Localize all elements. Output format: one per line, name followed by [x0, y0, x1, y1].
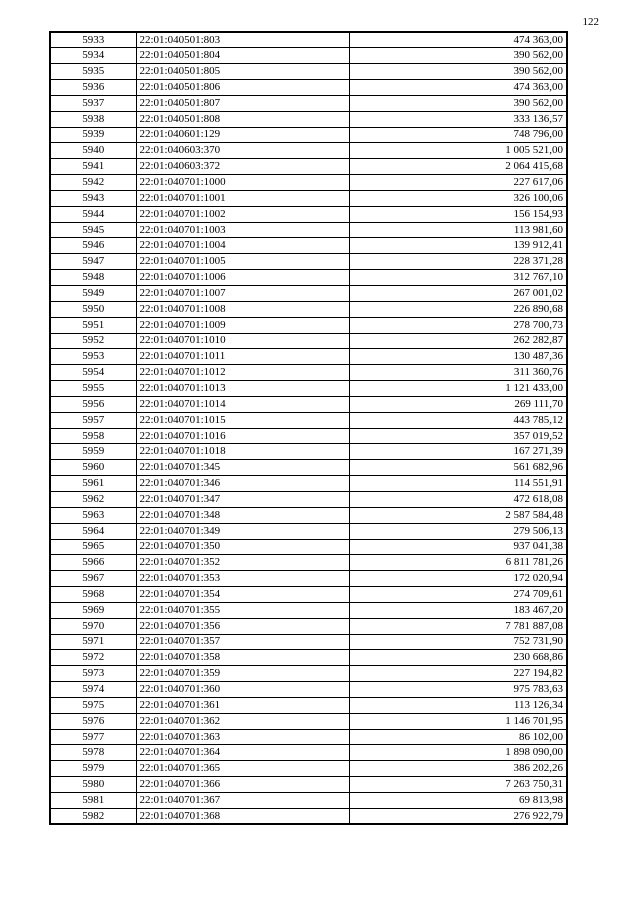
cadastral-number-cell: 22:01:040701:357 — [136, 634, 349, 650]
cadastral-value-cell: 276 922,79 — [349, 808, 567, 824]
row-number-cell: 5952 — [50, 333, 136, 349]
row-number-cell: 5975 — [50, 697, 136, 713]
row-number-cell: 5968 — [50, 587, 136, 603]
cadastral-number-cell: 22:01:040701:349 — [136, 523, 349, 539]
row-number-cell: 5955 — [50, 381, 136, 397]
table-row — [50, 539, 567, 555]
row-number-cell: 5967 — [50, 571, 136, 587]
table-row — [50, 571, 567, 587]
row-number-cell: 5947 — [50, 254, 136, 270]
row-number-cell: 5965 — [50, 539, 136, 555]
row-number-cell: 5948 — [50, 270, 136, 286]
row-number-cell: 5940 — [50, 143, 136, 159]
table-row — [50, 64, 567, 80]
table-row — [50, 713, 567, 729]
cadastral-value-cell: 474 363,00 — [349, 32, 567, 48]
row-number-cell: 5977 — [50, 729, 136, 745]
cadastral-number-cell: 22:01:040701:346 — [136, 476, 349, 492]
table-row — [50, 634, 567, 650]
cadastral-number-cell: 22:01:040701:1007 — [136, 286, 349, 302]
cadastral-value-cell: 139 912,41 — [349, 238, 567, 254]
row-number-cell: 5943 — [50, 190, 136, 206]
row-number-cell: 5973 — [50, 666, 136, 682]
row-number-cell: 5954 — [50, 365, 136, 381]
cadastral-value-cell: 7 781 887,08 — [349, 618, 567, 634]
cadastral-value-cell: 114 551,91 — [349, 476, 567, 492]
row-number-cell: 5950 — [50, 301, 136, 317]
row-number-cell: 5934 — [50, 48, 136, 64]
table-row — [50, 222, 567, 238]
cadastral-number-cell: 22:01:040701:1018 — [136, 444, 349, 460]
cadastral-number-cell: 22:01:040701:1010 — [136, 333, 349, 349]
row-number-cell: 5960 — [50, 460, 136, 476]
cadastral-number-cell: 22:01:040701:1016 — [136, 428, 349, 444]
table-row — [50, 111, 567, 127]
cadastral-number-cell: 22:01:040501:807 — [136, 95, 349, 111]
cadastral-number-cell: 22:01:040701:356 — [136, 618, 349, 634]
cadastral-value-cell: 312 767,10 — [349, 270, 567, 286]
cadastral-number-cell: 22:01:040701:1013 — [136, 381, 349, 397]
cadastral-value-cell: 333 136,57 — [349, 111, 567, 127]
row-number-cell: 5966 — [50, 555, 136, 571]
table-row — [50, 317, 567, 333]
table-row — [50, 602, 567, 618]
cadastral-number-cell: 22:01:040701:365 — [136, 761, 349, 777]
table-row — [50, 650, 567, 666]
cadastral-number-cell: 22:01:040701:347 — [136, 491, 349, 507]
table-row — [50, 80, 567, 96]
table-row — [50, 761, 567, 777]
cadastral-value-table — [49, 31, 568, 825]
cadastral-number-cell: 22:01:040701:1009 — [136, 317, 349, 333]
row-number-cell: 5936 — [50, 80, 136, 96]
table-row — [50, 523, 567, 539]
table-row — [50, 428, 567, 444]
cadastral-value-cell: 279 506,13 — [349, 523, 567, 539]
table-row — [50, 682, 567, 698]
row-number-cell: 5976 — [50, 713, 136, 729]
cadastral-value-cell: 269 111,70 — [349, 396, 567, 412]
cadastral-value-cell: 443 785,12 — [349, 412, 567, 428]
cadastral-value-cell: 748 796,00 — [349, 127, 567, 143]
row-number-cell: 5982 — [50, 808, 136, 824]
cadastral-number-cell: 22:01:040701:1004 — [136, 238, 349, 254]
row-number-cell: 5933 — [50, 32, 136, 48]
cadastral-number-cell: 22:01:040701:354 — [136, 587, 349, 603]
row-number-cell: 5949 — [50, 286, 136, 302]
cadastral-number-cell: 22:01:040701:362 — [136, 713, 349, 729]
cadastral-number-cell: 22:01:040701:345 — [136, 460, 349, 476]
cadastral-number-cell: 22:01:040701:366 — [136, 777, 349, 793]
cadastral-number-cell: 22:01:040701:361 — [136, 697, 349, 713]
cadastral-number-cell: 22:01:040701:1000 — [136, 175, 349, 191]
cadastral-number-cell: 22:01:040701:1014 — [136, 396, 349, 412]
cadastral-number-cell: 22:01:040701:1002 — [136, 206, 349, 222]
cadastral-value-cell: 311 360,76 — [349, 365, 567, 381]
cadastral-value-cell: 113 981,60 — [349, 222, 567, 238]
cadastral-value-cell: 975 783,63 — [349, 682, 567, 698]
cadastral-value-cell: 1 898 090,00 — [349, 745, 567, 761]
cadastral-value-cell: 937 041,38 — [349, 539, 567, 555]
cadastral-value-cell: 183 467,20 — [349, 602, 567, 618]
cadastral-number-cell: 22:01:040701:353 — [136, 571, 349, 587]
table-row — [50, 95, 567, 111]
row-number-cell: 5956 — [50, 396, 136, 412]
row-number-cell: 5959 — [50, 444, 136, 460]
cadastral-value-cell: 113 126,34 — [349, 697, 567, 713]
cadastral-value-cell: 230 668,86 — [349, 650, 567, 666]
cadastral-number-cell: 22:01:040603:372 — [136, 159, 349, 175]
cadastral-value-cell: 227 194,82 — [349, 666, 567, 682]
row-number-cell: 5979 — [50, 761, 136, 777]
cadastral-value-cell: 472 618,08 — [349, 491, 567, 507]
cadastral-number-cell: 22:01:040701:1011 — [136, 349, 349, 365]
cadastral-value-cell: 267 001,02 — [349, 286, 567, 302]
cadastral-value-cell: 86 102,00 — [349, 729, 567, 745]
row-number-cell: 5961 — [50, 476, 136, 492]
cadastral-value-cell: 226 890,68 — [349, 301, 567, 317]
row-number-cell: 5962 — [50, 491, 136, 507]
cadastral-value-cell: 2 064 415,68 — [349, 159, 567, 175]
row-number-cell: 5964 — [50, 523, 136, 539]
cadastral-value-cell: 7 263 750,31 — [349, 777, 567, 793]
table-row — [50, 697, 567, 713]
table-row — [50, 190, 567, 206]
table-row — [50, 349, 567, 365]
row-number-cell: 5957 — [50, 412, 136, 428]
row-number-cell: 5944 — [50, 206, 136, 222]
table-row — [50, 254, 567, 270]
table-row — [50, 175, 567, 191]
table-row — [50, 444, 567, 460]
cadastral-number-cell: 22:01:040603:370 — [136, 143, 349, 159]
cadastral-number-cell: 22:01:040701:1008 — [136, 301, 349, 317]
table-row — [50, 286, 567, 302]
cadastral-value-cell: 69 813,98 — [349, 793, 567, 809]
cadastral-number-cell: 22:01:040701:358 — [136, 650, 349, 666]
table-row — [50, 365, 567, 381]
row-number-cell: 5953 — [50, 349, 136, 365]
table-row — [50, 206, 567, 222]
cadastral-value-cell: 357 019,52 — [349, 428, 567, 444]
cadastral-number-cell: 22:01:040701:352 — [136, 555, 349, 571]
cadastral-number-cell: 22:01:040701:348 — [136, 507, 349, 523]
cadastral-number-cell: 22:01:040701:368 — [136, 808, 349, 824]
row-number-cell: 5941 — [50, 159, 136, 175]
table-row — [50, 238, 567, 254]
table-row — [50, 396, 567, 412]
cadastral-value-cell: 172 020,94 — [349, 571, 567, 587]
row-number-cell: 5969 — [50, 602, 136, 618]
cadastral-value-cell: 278 700,73 — [349, 317, 567, 333]
row-number-cell: 5935 — [50, 64, 136, 80]
cadastral-value-cell: 390 562,00 — [349, 64, 567, 80]
row-number-cell: 5972 — [50, 650, 136, 666]
cadastral-number-cell: 22:01:040701:1006 — [136, 270, 349, 286]
row-number-cell: 5939 — [50, 127, 136, 143]
cadastral-number-cell: 22:01:040501:803 — [136, 32, 349, 48]
cadastral-value-cell: 274 709,61 — [349, 587, 567, 603]
row-number-cell: 5945 — [50, 222, 136, 238]
table-row — [50, 460, 567, 476]
table-row — [50, 793, 567, 809]
table-row — [50, 412, 567, 428]
row-number-cell: 5946 — [50, 238, 136, 254]
table-row — [50, 270, 567, 286]
cadastral-value-cell: 386 202,26 — [349, 761, 567, 777]
cadastral-value-cell: 228 371,28 — [349, 254, 567, 270]
cadastral-number-cell: 22:01:040701:1001 — [136, 190, 349, 206]
row-number-cell: 5937 — [50, 95, 136, 111]
cadastral-value-cell: 326 100,06 — [349, 190, 567, 206]
cadastral-value-cell: 262 282,87 — [349, 333, 567, 349]
cadastral-number-cell: 22:01:040701:367 — [136, 793, 349, 809]
table-row — [50, 777, 567, 793]
cadastral-value-cell: 130 487,36 — [349, 349, 567, 365]
cadastral-number-cell: 22:01:040701:1015 — [136, 412, 349, 428]
cadastral-number-cell: 22:01:040701:355 — [136, 602, 349, 618]
cadastral-number-cell: 22:01:040701:360 — [136, 682, 349, 698]
cadastral-number-cell: 22:01:040701:1005 — [136, 254, 349, 270]
cadastral-value-cell: 1 121 433,00 — [349, 381, 567, 397]
cadastral-value-cell: 6 811 781,26 — [349, 555, 567, 571]
cadastral-number-cell: 22:01:040501:805 — [136, 64, 349, 80]
row-number-cell: 5951 — [50, 317, 136, 333]
row-number-cell: 5971 — [50, 634, 136, 650]
table-row — [50, 48, 567, 64]
cadastral-number-cell: 22:01:040701:359 — [136, 666, 349, 682]
cadastral-value-cell: 2 587 584,48 — [349, 507, 567, 523]
cadastral-value-cell: 1 146 701,95 — [349, 713, 567, 729]
table-row — [50, 301, 567, 317]
row-number-cell: 5978 — [50, 745, 136, 761]
row-number-cell: 5963 — [50, 507, 136, 523]
table-row — [50, 666, 567, 682]
cadastral-number-cell: 22:01:040701:1012 — [136, 365, 349, 381]
table-row — [50, 587, 567, 603]
row-number-cell: 5981 — [50, 793, 136, 809]
page-number: 122 — [582, 16, 599, 28]
cadastral-value-cell: 474 363,00 — [349, 80, 567, 96]
table-row — [50, 491, 567, 507]
row-number-cell: 5958 — [50, 428, 136, 444]
table-row — [50, 507, 567, 523]
cadastral-value-cell: 390 562,00 — [349, 95, 567, 111]
table-row — [50, 381, 567, 397]
table-row — [50, 555, 567, 571]
cadastral-number-cell: 22:01:040601:129 — [136, 127, 349, 143]
cadastral-value-cell: 1 005 521,00 — [349, 143, 567, 159]
cadastral-number-cell: 22:01:040701:350 — [136, 539, 349, 555]
cadastral-number-cell: 22:01:040701:363 — [136, 729, 349, 745]
table-row — [50, 476, 567, 492]
row-number-cell: 5980 — [50, 777, 136, 793]
table-row — [50, 745, 567, 761]
cadastral-number-cell: 22:01:040501:806 — [136, 80, 349, 96]
cadastral-value-cell: 390 562,00 — [349, 48, 567, 64]
cadastral-number-cell: 22:01:040501:808 — [136, 111, 349, 127]
row-number-cell: 5938 — [50, 111, 136, 127]
table-row — [50, 808, 567, 824]
cadastral-value-cell: 167 271,39 — [349, 444, 567, 460]
row-number-cell: 5970 — [50, 618, 136, 634]
cadastral-value-cell: 156 154,93 — [349, 206, 567, 222]
cadastral-number-cell: 22:01:040701:364 — [136, 745, 349, 761]
table-row — [50, 159, 567, 175]
cadastral-value-cell: 752 731,90 — [349, 634, 567, 650]
table-body — [50, 32, 567, 824]
table-row — [50, 32, 567, 48]
cadastral-number-cell: 22:01:040501:804 — [136, 48, 349, 64]
table-row — [50, 333, 567, 349]
cadastral-number-cell: 22:01:040701:1003 — [136, 222, 349, 238]
cadastral-value-cell: 561 682,96 — [349, 460, 567, 476]
cadastral-value-cell: 227 617,06 — [349, 175, 567, 191]
table-row — [50, 127, 567, 143]
row-number-cell: 5974 — [50, 682, 136, 698]
table-row — [50, 618, 567, 634]
table-row — [50, 729, 567, 745]
row-number-cell: 5942 — [50, 175, 136, 191]
table-row — [50, 143, 567, 159]
